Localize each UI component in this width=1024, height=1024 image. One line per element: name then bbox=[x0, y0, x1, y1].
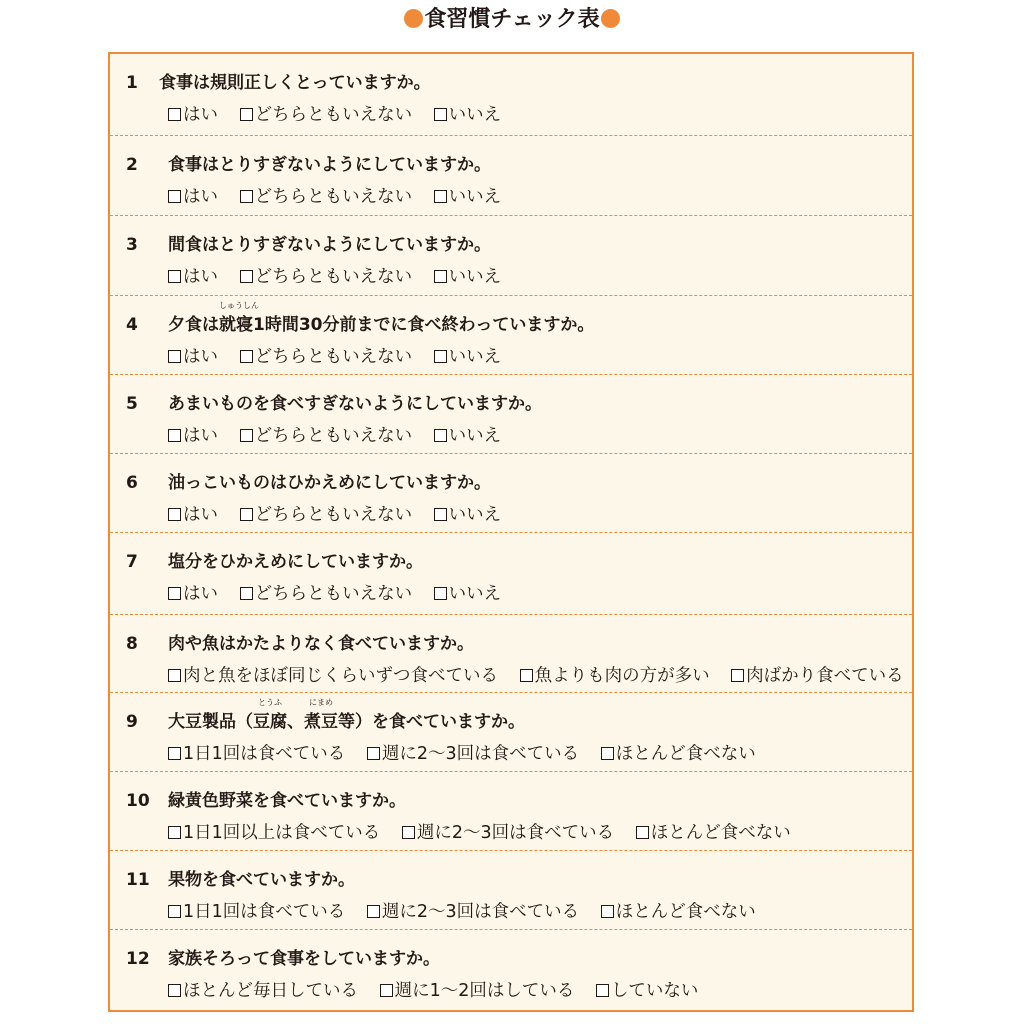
option-yes[interactable] bbox=[168, 423, 218, 449]
option-label: ほとんど毎日している bbox=[183, 981, 358, 1001]
checklist-sheet bbox=[108, 52, 914, 1012]
option-label: はい bbox=[183, 584, 218, 604]
checkbox[interactable] bbox=[240, 108, 253, 121]
title-text: 食習慣チェック表 bbox=[424, 7, 600, 32]
options bbox=[168, 502, 517, 528]
checkbox[interactable] bbox=[601, 905, 614, 918]
question-row-1 bbox=[110, 54, 912, 136]
option-label: 週に1〜2回はしている bbox=[394, 981, 575, 1001]
ruby-word bbox=[253, 698, 287, 735]
option-label: いいえ bbox=[448, 505, 502, 525]
option-3[interactable] bbox=[596, 978, 699, 1004]
question-row-8 bbox=[110, 615, 912, 693]
checkbox[interactable] bbox=[434, 190, 447, 203]
options bbox=[168, 741, 772, 767]
checkbox[interactable] bbox=[380, 984, 393, 997]
checkbox[interactable] bbox=[596, 984, 609, 997]
checkbox[interactable] bbox=[520, 669, 533, 682]
checkbox[interactable] bbox=[168, 190, 181, 203]
option-yes[interactable] bbox=[168, 344, 218, 370]
question-text: 間食はとりすぎないようにしていますか。 bbox=[168, 235, 491, 255]
option-no[interactable] bbox=[434, 581, 502, 607]
options bbox=[168, 423, 517, 449]
options bbox=[168, 978, 714, 1004]
checkbox[interactable] bbox=[168, 747, 181, 760]
checkbox[interactable] bbox=[402, 826, 415, 839]
option-yes[interactable] bbox=[168, 264, 218, 290]
question-text bbox=[168, 698, 525, 735]
option-label: はい bbox=[183, 505, 218, 525]
ruby-base: 就寝 bbox=[219, 315, 253, 335]
option-label: どちらともいえない bbox=[254, 267, 413, 287]
ruby-reading: しゅうしん bbox=[219, 301, 259, 310]
option-2[interactable] bbox=[367, 741, 579, 767]
ruby-word bbox=[304, 698, 338, 735]
option-1[interactable] bbox=[168, 741, 345, 767]
option-3[interactable] bbox=[601, 741, 756, 767]
checkbox[interactable] bbox=[636, 826, 649, 839]
options bbox=[168, 820, 807, 846]
options bbox=[168, 663, 920, 689]
question-number: 4 bbox=[126, 315, 138, 335]
option-2[interactable] bbox=[520, 663, 710, 689]
options bbox=[168, 581, 517, 607]
question-text bbox=[168, 301, 595, 338]
text-before: 大豆製品（ bbox=[168, 712, 253, 732]
question-number: 8 bbox=[126, 634, 138, 654]
option-label: どちらともいえない bbox=[254, 426, 413, 446]
left-bullet-icon bbox=[404, 9, 423, 28]
option-3[interactable] bbox=[636, 820, 791, 846]
option-neutral[interactable] bbox=[240, 264, 413, 290]
option-2[interactable] bbox=[380, 978, 575, 1004]
option-yes[interactable] bbox=[168, 102, 218, 128]
option-label: はい bbox=[183, 187, 218, 207]
checkbox[interactable] bbox=[240, 350, 253, 363]
right-bullet-icon bbox=[601, 9, 620, 28]
question-number: 2 bbox=[126, 155, 138, 175]
checkbox[interactable] bbox=[434, 587, 447, 600]
option-neutral[interactable] bbox=[240, 184, 413, 210]
question-number: 12 bbox=[126, 949, 150, 969]
options bbox=[168, 344, 517, 370]
option-label: はい bbox=[183, 426, 218, 446]
question-number: 9 bbox=[126, 712, 138, 732]
option-label: 魚よりも肉の方が多い bbox=[534, 666, 710, 686]
option-neutral[interactable] bbox=[240, 581, 413, 607]
option-3[interactable] bbox=[731, 663, 904, 689]
ruby-base: 豆腐 bbox=[253, 712, 287, 732]
checkbox[interactable] bbox=[168, 587, 181, 600]
checkbox[interactable] bbox=[601, 747, 614, 760]
checkbox[interactable] bbox=[240, 508, 253, 521]
option-no[interactable] bbox=[434, 102, 502, 128]
question-number: 10 bbox=[126, 791, 150, 811]
option-2[interactable] bbox=[367, 899, 579, 925]
question-number: 6 bbox=[126, 473, 138, 493]
option-1[interactable] bbox=[168, 663, 498, 689]
option-no[interactable] bbox=[434, 344, 502, 370]
question-text: 塩分をひかえめにしていますか。 bbox=[168, 552, 423, 572]
option-no[interactable] bbox=[434, 423, 502, 449]
option-label: いいえ bbox=[448, 105, 502, 125]
option-label: 週に2〜3回は食べている bbox=[416, 823, 615, 843]
text-after: 等）を食べていますか。 bbox=[338, 712, 525, 732]
option-label: 週に2〜3回は食べている bbox=[381, 902, 580, 922]
option-no[interactable] bbox=[434, 184, 502, 210]
option-label: 1日1回は食べている bbox=[183, 744, 346, 764]
question-number: 1 bbox=[126, 73, 138, 93]
question-row-2 bbox=[110, 136, 912, 216]
question-row-7 bbox=[110, 533, 912, 615]
checkbox[interactable] bbox=[240, 429, 253, 442]
checkbox[interactable] bbox=[168, 350, 181, 363]
option-neutral[interactable] bbox=[240, 502, 413, 528]
checkbox[interactable] bbox=[168, 108, 181, 121]
question-row-5 bbox=[110, 375, 912, 454]
option-label: いいえ bbox=[448, 187, 502, 207]
checkbox[interactable] bbox=[434, 508, 447, 521]
question-text: 食事は規則正しくとっていますか。 bbox=[159, 73, 431, 93]
checkbox[interactable] bbox=[168, 905, 181, 918]
option-label: 1日1回以上は食べている bbox=[183, 823, 381, 843]
option-yes[interactable] bbox=[168, 502, 218, 528]
checkbox[interactable] bbox=[168, 826, 181, 839]
text-mid: 、 bbox=[287, 712, 304, 732]
page-title bbox=[0, 5, 1024, 35]
checkbox[interactable] bbox=[434, 108, 447, 121]
question-row-3 bbox=[110, 216, 912, 296]
question-number: 3 bbox=[126, 235, 138, 255]
checkbox[interactable] bbox=[367, 747, 380, 760]
options bbox=[168, 184, 517, 210]
checkbox[interactable] bbox=[168, 669, 181, 682]
checkbox[interactable] bbox=[434, 429, 447, 442]
checkbox[interactable] bbox=[240, 190, 253, 203]
option-label: いいえ bbox=[448, 426, 502, 446]
option-label: どちらともいえない bbox=[254, 187, 413, 207]
option-label: 1日1回は食べている bbox=[183, 902, 346, 922]
options bbox=[168, 899, 772, 925]
checkbox[interactable] bbox=[168, 429, 181, 442]
option-label: はい bbox=[183, 105, 218, 125]
checkbox[interactable] bbox=[367, 905, 380, 918]
option-no[interactable] bbox=[434, 502, 502, 528]
option-label: どちらともいえない bbox=[254, 584, 413, 604]
option-label: 肉ばかり食べている bbox=[746, 666, 904, 686]
question-text: 緑黄色野菜を食べていますか。 bbox=[168, 791, 406, 811]
checkbox[interactable] bbox=[168, 508, 181, 521]
option-yes[interactable] bbox=[168, 581, 218, 607]
options bbox=[168, 264, 517, 290]
option-1[interactable] bbox=[168, 978, 358, 1004]
text-after: 1時間30分前までに食べ終わっていますか。 bbox=[253, 315, 595, 335]
option-2[interactable] bbox=[402, 820, 614, 846]
question-text: 油っこいものはひかえめにしていますか。 bbox=[168, 473, 491, 493]
question-text: 家族そろって食事をしていますか。 bbox=[168, 949, 440, 969]
option-no[interactable] bbox=[434, 264, 502, 290]
checkbox[interactable] bbox=[434, 350, 447, 363]
option-label: はい bbox=[183, 267, 218, 287]
option-label: どちらともいえない bbox=[254, 347, 413, 367]
question-row-11 bbox=[110, 851, 912, 930]
options bbox=[168, 102, 517, 128]
option-label: はい bbox=[183, 347, 218, 367]
option-label: いいえ bbox=[448, 347, 502, 367]
option-neutral[interactable] bbox=[240, 344, 413, 370]
option-label: していない bbox=[610, 981, 699, 1001]
question-row-12 bbox=[110, 930, 912, 1010]
question-number: 7 bbox=[126, 552, 138, 572]
question-text: 肉や魚はかたよりなく食べていますか。 bbox=[168, 634, 474, 654]
question-row-9 bbox=[110, 693, 912, 772]
checkbox[interactable] bbox=[731, 669, 744, 682]
question-text: 食事はとりすぎないようにしていますか。 bbox=[168, 155, 491, 175]
checkbox[interactable] bbox=[168, 984, 181, 997]
option-label: いいえ bbox=[448, 584, 502, 604]
option-1[interactable] bbox=[168, 899, 345, 925]
option-label: どちらともいえない bbox=[254, 505, 413, 525]
question-row-10 bbox=[110, 772, 912, 851]
ruby-base: 煮豆 bbox=[304, 712, 338, 732]
question-number: 11 bbox=[126, 870, 150, 890]
option-neutral[interactable] bbox=[240, 423, 413, 449]
checkbox[interactable] bbox=[168, 270, 181, 283]
ruby-reading: とうふ bbox=[258, 698, 282, 707]
option-label: ほとんど食べない bbox=[650, 823, 791, 843]
option-3[interactable] bbox=[601, 899, 756, 925]
option-neutral[interactable] bbox=[240, 102, 413, 128]
ruby-word bbox=[219, 301, 259, 338]
ruby-reading: にまめ bbox=[309, 698, 333, 707]
option-label: 肉と魚をほぼ同じくらいずつ食べている bbox=[183, 666, 498, 686]
option-label: 週に2〜3回は食べている bbox=[381, 744, 580, 764]
checkbox[interactable] bbox=[434, 270, 447, 283]
option-label: いいえ bbox=[448, 267, 502, 287]
question-row-4 bbox=[110, 296, 912, 375]
option-label: ほとんど食べない bbox=[615, 902, 756, 922]
question-row-6 bbox=[110, 454, 912, 533]
option-1[interactable] bbox=[168, 820, 380, 846]
question-text: あまいものを食べすぎないようにしていますか。 bbox=[168, 394, 542, 414]
option-yes[interactable] bbox=[168, 184, 218, 210]
checkbox[interactable] bbox=[240, 587, 253, 600]
question-number: 5 bbox=[126, 394, 138, 414]
option-label: どちらともいえない bbox=[254, 105, 413, 125]
checkbox[interactable] bbox=[240, 270, 253, 283]
option-label: ほとんど食べない bbox=[615, 744, 756, 764]
question-text: 果物を食べていますか。 bbox=[168, 870, 355, 890]
text-before: 夕食は bbox=[168, 315, 219, 335]
